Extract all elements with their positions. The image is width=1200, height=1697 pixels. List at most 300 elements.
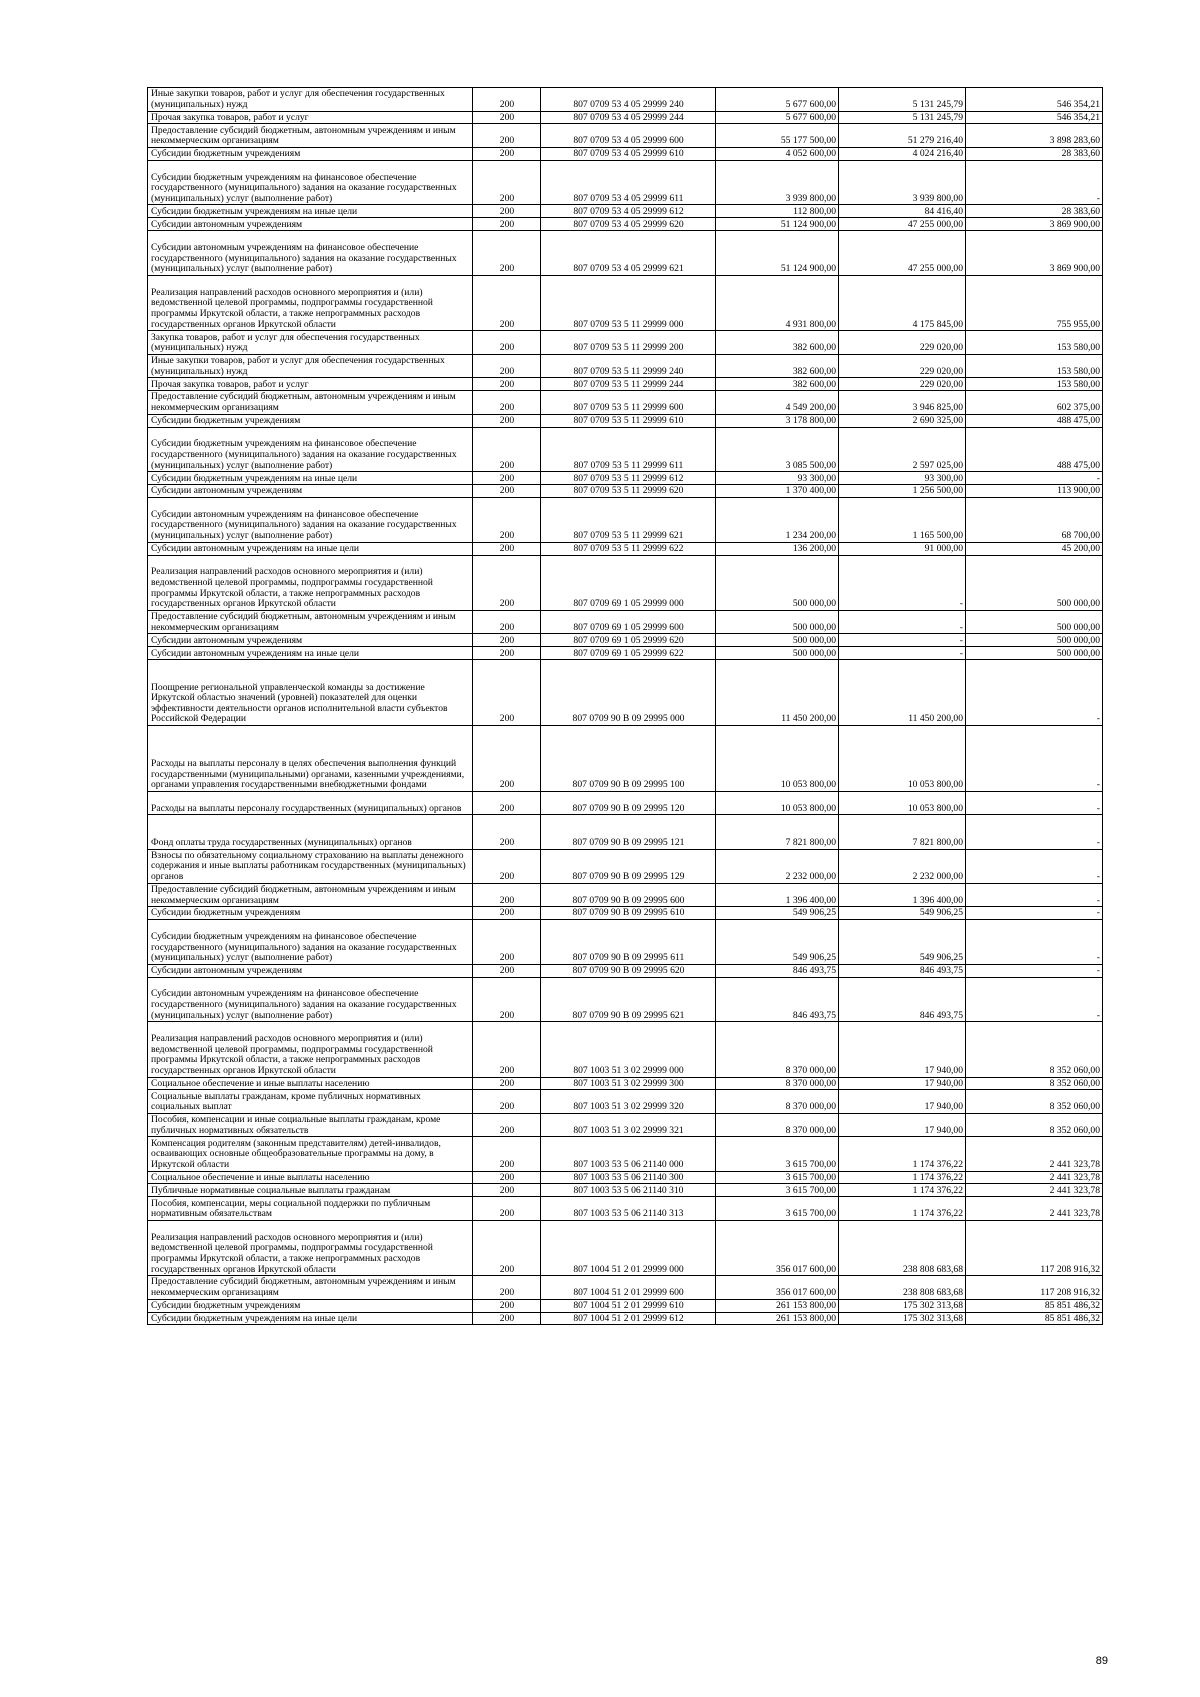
table-row (148, 160, 1103, 205)
row-line-code: 200 (473, 634, 541, 647)
row-unexecuted-amount: - (966, 815, 1103, 849)
row-approved-amount: 112 800,00 (716, 205, 839, 218)
row-approved-amount: 3 615 700,00 (716, 1171, 839, 1184)
row-approved-amount: 1 370 400,00 (716, 485, 839, 498)
row-classification-code: 807 1004 51 2 01 29999 600 (541, 1276, 716, 1300)
row-executed-amount: 5 131 245,79 (839, 88, 966, 112)
row-classification-code: 807 0709 53 5 11 29999 621 (541, 497, 716, 542)
row-line-code: 200 (473, 1299, 541, 1312)
row-classification-code: 807 0709 53 5 11 29999 611 (541, 427, 716, 472)
table-row (148, 815, 1103, 849)
row-unexecuted-amount: 2 441 323,78 (966, 1197, 1103, 1221)
row-name: Пособия, компенсации, меры социальной поддержки по публичным нормативным обязательствам (148, 1197, 473, 1221)
table-row (148, 205, 1103, 218)
row-classification-code: 807 0709 90 В 09 29995 129 (541, 849, 716, 883)
row-classification-code: 807 0709 90 В 09 29995 611 (541, 920, 716, 965)
row-line-code: 200 (473, 111, 541, 124)
row-executed-amount: 846 493,75 (839, 977, 966, 1022)
row-executed-amount: 2 597 025,00 (839, 427, 966, 472)
row-classification-code: 807 0709 69 1 05 29999 600 (541, 610, 716, 634)
table-row (148, 378, 1103, 391)
row-executed-amount: 17 940,00 (839, 1022, 966, 1077)
row-unexecuted-amount: 153 580,00 (966, 354, 1103, 378)
table-row (148, 427, 1103, 472)
row-line-code: 200 (473, 883, 541, 907)
table-row (148, 977, 1103, 1022)
row-line-code: 200 (473, 1220, 541, 1275)
row-line-code: 200 (473, 218, 541, 231)
row-classification-code: 807 1004 51 2 01 29999 000 (541, 1220, 716, 1275)
row-unexecuted-amount: 488 475,00 (966, 414, 1103, 427)
row-name: Закупка товаров, работ и услуг для обеспечения государственных (муниципальных) нужд (148, 331, 473, 355)
row-line-code: 200 (473, 1090, 541, 1114)
row-unexecuted-amount: 153 580,00 (966, 378, 1103, 391)
table-row (148, 726, 1103, 792)
row-approved-amount: 10 053 800,00 (716, 726, 839, 792)
row-approved-amount: 382 600,00 (716, 354, 839, 378)
row-line-code: 200 (473, 414, 541, 427)
row-unexecuted-amount: 488 475,00 (966, 427, 1103, 472)
row-approved-amount: 51 124 900,00 (716, 231, 839, 276)
row-name: Субсидии бюджетным учреждениям (148, 907, 473, 920)
row-approved-amount: 136 200,00 (716, 542, 839, 555)
row-name: Субсидии автономным учреждениям (148, 964, 473, 977)
row-classification-code: 807 0709 53 5 11 29999 240 (541, 354, 716, 378)
row-name: Прочая закупка товаров, работ и услуг (148, 378, 473, 391)
row-unexecuted-amount: - (966, 977, 1103, 1022)
row-unexecuted-amount: 500 000,00 (966, 610, 1103, 634)
row-unexecuted-amount: 500 000,00 (966, 634, 1103, 647)
table-row (148, 231, 1103, 276)
row-approved-amount: 500 000,00 (716, 610, 839, 634)
table-row (148, 1197, 1103, 1221)
row-name: Субсидии автономным учреждениям (148, 634, 473, 647)
row-executed-amount: 4 024 216,40 (839, 147, 966, 160)
row-classification-code: 807 0709 90 В 09 29995 610 (541, 907, 716, 920)
row-approved-amount: 4 052 600,00 (716, 147, 839, 160)
row-approved-amount: 3 615 700,00 (716, 1197, 839, 1221)
row-line-code: 200 (473, 920, 541, 965)
table-row (148, 634, 1103, 647)
table-body (148, 88, 1103, 1325)
table-row (148, 791, 1103, 815)
row-unexecuted-amount: - (966, 726, 1103, 792)
row-name: Реализация направлений расходов основного мероприятия и (или) ведомственной целевой программы, подпрограммы государственной программы Иркутской области, а также непрограммных расходов государственных органов Иркутской области (148, 1022, 473, 1077)
table-row (148, 1299, 1103, 1312)
row-name: Субсидии бюджетным учреждениям (148, 414, 473, 427)
row-executed-amount: 5 131 245,79 (839, 111, 966, 124)
row-approved-amount: 500 000,00 (716, 647, 839, 660)
row-classification-code: 807 1003 51 3 02 29999 321 (541, 1113, 716, 1137)
row-name: Субсидии автономным учреждениям на финансовое обеспечение государственного (муниципального) задания на оказание государственных (муниципальных) услуг (выполнение работ) (148, 231, 473, 276)
row-name: Расходы на выплаты персоналу в целях обеспечения выполнения функций государственными (муниципальными) органами, казенными учреждениями, органами управления государственными внебюджетными фондами (148, 726, 473, 792)
table-row (148, 1312, 1103, 1325)
table-row (148, 1022, 1103, 1077)
row-executed-amount: 1 174 376,22 (839, 1171, 966, 1184)
row-classification-code: 807 1003 53 5 06 21140 000 (541, 1137, 716, 1171)
row-executed-amount: 2 690 325,00 (839, 414, 966, 427)
row-executed-amount: 17 940,00 (839, 1077, 966, 1090)
row-name: Субсидии автономным учреждениям на финансовое обеспечение государственного (муниципального) задания на оказание государственных (муниципальных) услуг (выполнение работ) (148, 497, 473, 542)
row-line-code: 200 (473, 231, 541, 276)
row-executed-amount: 238 808 683,68 (839, 1276, 966, 1300)
row-unexecuted-amount: 602 375,00 (966, 391, 1103, 415)
row-unexecuted-amount: 500 000,00 (966, 555, 1103, 610)
table-row (148, 610, 1103, 634)
row-classification-code: 807 0709 53 5 11 29999 244 (541, 378, 716, 391)
row-name: Взносы по обязательному социальному страхованию на выплаты денежного содержания и иные выплаты работникам государственных (муниципальных) органов (148, 849, 473, 883)
row-executed-amount: 549 906,25 (839, 920, 966, 965)
row-name: Субсидии автономным учреждениям (148, 485, 473, 498)
table-row (148, 391, 1103, 415)
row-line-code: 200 (473, 205, 541, 218)
row-name: Субсидии бюджетным учреждениям на финансовое обеспечение государственного (муниципального) задания на оказание государственных (муниципальных) услуг (выполнение работ) (148, 920, 473, 965)
row-name: Прочая закупка товаров, работ и услуг (148, 111, 473, 124)
row-approved-amount: 11 450 200,00 (716, 660, 839, 726)
row-executed-amount: 10 053 800,00 (839, 791, 966, 815)
row-line-code: 200 (473, 497, 541, 542)
row-line-code: 200 (473, 147, 541, 160)
row-line-code: 200 (473, 1113, 541, 1137)
row-line-code: 200 (473, 275, 541, 330)
row-approved-amount: 4 549 200,00 (716, 391, 839, 415)
row-classification-code: 807 0709 53 4 05 29999 600 (541, 124, 716, 148)
row-unexecuted-amount: 755 955,00 (966, 275, 1103, 330)
row-approved-amount: 500 000,00 (716, 634, 839, 647)
row-executed-amount: 47 255 000,00 (839, 218, 966, 231)
row-executed-amount: 84 416,40 (839, 205, 966, 218)
row-line-code: 200 (473, 378, 541, 391)
row-classification-code: 807 0709 53 5 11 29999 620 (541, 485, 716, 498)
row-name: Иные закупки товаров, работ и услуг для обеспечения государственных (муниципальных) нужд (148, 88, 473, 112)
row-classification-code: 807 0709 53 4 05 29999 240 (541, 88, 716, 112)
row-line-code: 200 (473, 331, 541, 355)
row-name: Реализация направлений расходов основного мероприятия и (или) ведомственной целевой программы, подпрограммы государственной программы Иркутской области, а также непрограммных расходов государственных органов Иркутской области (148, 275, 473, 330)
row-executed-amount: 229 020,00 (839, 354, 966, 378)
row-approved-amount: 8 370 000,00 (716, 1090, 839, 1114)
row-line-code: 200 (473, 88, 541, 112)
row-unexecuted-amount: 28 383,60 (966, 205, 1103, 218)
row-name: Субсидии бюджетным учреждениям на иные цели (148, 205, 473, 218)
row-unexecuted-amount: 8 352 060,00 (966, 1077, 1103, 1090)
row-unexecuted-amount: 2 441 323,78 (966, 1137, 1103, 1171)
row-executed-amount: 17 940,00 (839, 1090, 966, 1114)
row-line-code: 200 (473, 726, 541, 792)
row-approved-amount: 4 931 800,00 (716, 275, 839, 330)
row-name: Предоставление субсидий бюджетным, автономным учреждениям и иным некоммерческим организациям (148, 883, 473, 907)
row-executed-amount: 3 939 800,00 (839, 160, 966, 205)
row-approved-amount: 549 906,25 (716, 920, 839, 965)
row-executed-amount: 10 053 800,00 (839, 726, 966, 792)
table-row (148, 485, 1103, 498)
table-row (148, 920, 1103, 965)
row-unexecuted-amount: 45 200,00 (966, 542, 1103, 555)
row-classification-code: 807 1003 53 5 06 21140 300 (541, 1171, 716, 1184)
row-approved-amount: 846 493,75 (716, 977, 839, 1022)
row-executed-amount: 1 396 400,00 (839, 883, 966, 907)
row-approved-amount: 1 234 200,00 (716, 497, 839, 542)
row-classification-code: 807 1003 51 3 02 29999 320 (541, 1090, 716, 1114)
row-classification-code: 807 0709 53 5 11 29999 622 (541, 542, 716, 555)
row-unexecuted-amount: 546 354,21 (966, 111, 1103, 124)
table-row (148, 218, 1103, 231)
row-executed-amount: 91 000,00 (839, 542, 966, 555)
row-unexecuted-amount: 28 383,60 (966, 147, 1103, 160)
row-name: Реализация направлений расходов основного мероприятия и (или) ведомственной целевой программы, подпрограммы государственной программы Иркутской области, а также непрограммных расходов государственных органов Иркутской области (148, 1220, 473, 1275)
row-approved-amount: 51 124 900,00 (716, 218, 839, 231)
row-unexecuted-amount: 117 208 916,32 (966, 1276, 1103, 1300)
row-executed-amount: 1 174 376,22 (839, 1184, 966, 1197)
row-classification-code: 807 0709 53 4 05 29999 621 (541, 231, 716, 276)
row-name: Фонд оплаты труда государственных (муниципальных) органов (148, 815, 473, 849)
row-approved-amount: 5 677 600,00 (716, 88, 839, 112)
row-line-code: 200 (473, 849, 541, 883)
row-classification-code: 807 0709 90 В 09 29995 100 (541, 726, 716, 792)
row-classification-code: 807 0709 53 5 11 29999 200 (541, 331, 716, 355)
row-name: Пособия, компенсации и иные социальные выплаты гражданам, кроме публичных нормативных обязательств (148, 1113, 473, 1137)
row-executed-amount: 229 020,00 (839, 378, 966, 391)
row-unexecuted-amount: 8 352 060,00 (966, 1090, 1103, 1114)
row-executed-amount: 1 256 500,00 (839, 485, 966, 498)
row-line-code: 200 (473, 391, 541, 415)
row-name: Предоставление субсидий бюджетным, автономным учреждениям и иным некоммерческим организациям (148, 391, 473, 415)
row-line-code: 200 (473, 485, 541, 498)
row-name: Субсидии бюджетным учреждениям на иные цели (148, 472, 473, 485)
row-name: Компенсация родителям (законным представителям) детей-инвалидов, осваивающих основные общеобразовательные программы на дому, в Иркутской области (148, 1137, 473, 1171)
table-row (148, 331, 1103, 355)
row-line-code: 200 (473, 610, 541, 634)
row-unexecuted-amount: 153 580,00 (966, 331, 1103, 355)
table-row (148, 1184, 1103, 1197)
row-unexecuted-amount: 3 898 283,60 (966, 124, 1103, 148)
row-line-code: 200 (473, 1197, 541, 1221)
row-approved-amount: 3 178 800,00 (716, 414, 839, 427)
table-row (148, 542, 1103, 555)
budget-report-sheet (147, 87, 1102, 1325)
row-executed-amount: 175 302 313,68 (839, 1299, 966, 1312)
budget-execution-table (147, 87, 1103, 1325)
row-executed-amount: - (839, 647, 966, 660)
row-line-code: 200 (473, 977, 541, 1022)
row-classification-code: 807 0709 53 4 05 29999 612 (541, 205, 716, 218)
row-classification-code: 807 1003 53 5 06 21140 310 (541, 1184, 716, 1197)
row-unexecuted-amount: - (966, 472, 1103, 485)
table-row (148, 1220, 1103, 1275)
row-name: Субсидии автономным учреждениям (148, 218, 473, 231)
row-line-code: 200 (473, 354, 541, 378)
row-name: Публичные нормативные социальные выплаты гражданам (148, 1184, 473, 1197)
row-classification-code: 807 1003 51 3 02 29999 300 (541, 1077, 716, 1090)
row-classification-code: 807 1003 53 5 06 21140 313 (541, 1197, 716, 1221)
table-row (148, 555, 1103, 610)
row-line-code: 200 (473, 555, 541, 610)
row-name: Предоставление субсидий бюджетным, автономным учреждениям и иным некоммерческим организациям (148, 124, 473, 148)
row-executed-amount: - (839, 610, 966, 634)
row-approved-amount: 261 153 800,00 (716, 1299, 839, 1312)
row-line-code: 200 (473, 647, 541, 660)
row-name: Субсидии бюджетным учреждениям на финансовое обеспечение государственного (муниципального) задания на оказание государственных (муниципальных) услуг (выполнение работ) (148, 160, 473, 205)
row-unexecuted-amount: 117 208 916,32 (966, 1220, 1103, 1275)
row-classification-code: 807 0709 53 5 11 29999 600 (541, 391, 716, 415)
row-approved-amount: 1 396 400,00 (716, 883, 839, 907)
row-line-code: 200 (473, 472, 541, 485)
row-executed-amount: 17 940,00 (839, 1113, 966, 1137)
row-approved-amount: 500 000,00 (716, 555, 839, 610)
table-row (148, 907, 1103, 920)
row-unexecuted-amount: 3 869 900,00 (966, 218, 1103, 231)
row-name: Субсидии бюджетным учреждениям на финансовое обеспечение государственного (муниципального) задания на оказание государственных (муниципальных) услуг (выполнение работ) (148, 427, 473, 472)
row-unexecuted-amount: - (966, 964, 1103, 977)
row-unexecuted-amount: - (966, 791, 1103, 815)
row-approved-amount: 3 085 500,00 (716, 427, 839, 472)
row-approved-amount: 3 615 700,00 (716, 1137, 839, 1171)
row-name: Субсидии бюджетным учреждениям (148, 147, 473, 160)
row-unexecuted-amount: - (966, 160, 1103, 205)
row-unexecuted-amount: 2 441 323,78 (966, 1184, 1103, 1197)
row-executed-amount: 11 450 200,00 (839, 660, 966, 726)
row-name: Социальное обеспечение и иные выплаты населению (148, 1171, 473, 1184)
row-unexecuted-amount: 8 352 060,00 (966, 1022, 1103, 1077)
row-unexecuted-amount: 3 869 900,00 (966, 231, 1103, 276)
table-row (148, 647, 1103, 660)
row-classification-code: 807 0709 53 4 05 29999 611 (541, 160, 716, 205)
row-executed-amount: 2 232 000,00 (839, 849, 966, 883)
row-executed-amount: 47 255 000,00 (839, 231, 966, 276)
row-approved-amount: 356 017 600,00 (716, 1276, 839, 1300)
row-line-code: 200 (473, 660, 541, 726)
row-executed-amount: - (839, 634, 966, 647)
table-row (148, 111, 1103, 124)
row-name: Иные закупки товаров, работ и услуг для обеспечения государственных (муниципальных) нужд (148, 354, 473, 378)
row-name: Социальное обеспечение и иные выплаты населению (148, 1077, 473, 1090)
row-unexecuted-amount: 500 000,00 (966, 647, 1103, 660)
row-line-code: 200 (473, 1077, 541, 1090)
row-line-code: 200 (473, 815, 541, 849)
row-name: Расходы на выплаты персоналу государственных (муниципальных) органов (148, 791, 473, 815)
row-name: Поощрение региональной управленческой команды за достижение Иркутской областью значений (уровней) показателей для оценки эффективности деятельности органов исполнительной власти субъектов Российской Федерации (148, 660, 473, 726)
row-classification-code: 807 0709 90 В 09 29995 121 (541, 815, 716, 849)
row-unexecuted-amount: 546 354,21 (966, 88, 1103, 112)
row-name: Социальные выплаты гражданам, кроме публичных нормативных социальных выплат (148, 1090, 473, 1114)
row-name: Субсидии автономным учреждениям на иные цели (148, 542, 473, 555)
row-executed-amount: 238 808 683,68 (839, 1220, 966, 1275)
row-executed-amount: 549 906,25 (839, 907, 966, 920)
row-unexecuted-amount: 8 352 060,00 (966, 1113, 1103, 1137)
row-name: Предоставление субсидий бюджетным, автономным учреждениям и иным некоммерческим организациям (148, 610, 473, 634)
table-row (148, 1276, 1103, 1300)
row-unexecuted-amount: 2 441 323,78 (966, 1171, 1103, 1184)
row-approved-amount: 8 370 000,00 (716, 1077, 839, 1090)
row-name: Субсидии автономным учреждениям на иные цели (148, 647, 473, 660)
row-executed-amount: 3 946 825,00 (839, 391, 966, 415)
table-row (148, 354, 1103, 378)
row-line-code: 200 (473, 1171, 541, 1184)
table-row (148, 883, 1103, 907)
row-line-code: 200 (473, 1022, 541, 1077)
row-classification-code: 807 0709 69 1 05 29999 000 (541, 555, 716, 610)
table-row (148, 1077, 1103, 1090)
table-row (148, 497, 1103, 542)
row-classification-code: 807 1004 51 2 01 29999 610 (541, 1299, 716, 1312)
row-line-code: 200 (473, 427, 541, 472)
row-unexecuted-amount: 68 700,00 (966, 497, 1103, 542)
row-classification-code: 807 0709 90 В 09 29995 600 (541, 883, 716, 907)
table-row (148, 1090, 1103, 1114)
row-approved-amount: 261 153 800,00 (716, 1312, 839, 1325)
table-row (148, 414, 1103, 427)
row-classification-code: 807 0709 90 В 09 29995 621 (541, 977, 716, 1022)
row-approved-amount: 55 177 500,00 (716, 124, 839, 148)
row-approved-amount: 10 053 800,00 (716, 791, 839, 815)
row-classification-code: 807 1004 51 2 01 29999 612 (541, 1312, 716, 1325)
row-name: Предоставление субсидий бюджетным, автономным учреждениям и иным некоммерческим организациям (148, 1276, 473, 1300)
table-row (148, 964, 1103, 977)
row-classification-code: 807 0709 69 1 05 29999 622 (541, 647, 716, 660)
row-unexecuted-amount: - (966, 920, 1103, 965)
table-row (148, 88, 1103, 112)
row-classification-code: 807 0709 53 4 05 29999 620 (541, 218, 716, 231)
row-executed-amount: 1 174 376,22 (839, 1197, 966, 1221)
row-executed-amount: 846 493,75 (839, 964, 966, 977)
row-approved-amount: 3 939 800,00 (716, 160, 839, 205)
row-line-code: 200 (473, 1276, 541, 1300)
row-line-code: 200 (473, 542, 541, 555)
table-row (148, 849, 1103, 883)
row-name: Субсидии бюджетным учреждениям на иные цели (148, 1312, 473, 1325)
row-unexecuted-amount: 113 900,00 (966, 485, 1103, 498)
row-approved-amount: 8 370 000,00 (716, 1022, 839, 1077)
row-approved-amount: 93 300,00 (716, 472, 839, 485)
row-line-code: 200 (473, 964, 541, 977)
row-classification-code: 807 0709 53 4 05 29999 610 (541, 147, 716, 160)
row-name: Субсидии автономным учреждениям на финансовое обеспечение государственного (муниципального) задания на оказание государственных (муниципальных) услуг (выполнение работ) (148, 977, 473, 1022)
row-approved-amount: 5 677 600,00 (716, 111, 839, 124)
table-row (148, 124, 1103, 148)
row-line-code: 200 (473, 160, 541, 205)
table-row (148, 1137, 1103, 1171)
row-executed-amount: 175 302 313,68 (839, 1312, 966, 1325)
row-unexecuted-amount: 85 851 486,32 (966, 1312, 1103, 1325)
row-executed-amount: 229 020,00 (839, 331, 966, 355)
row-approved-amount: 2 232 000,00 (716, 849, 839, 883)
row-executed-amount: 51 279 216,40 (839, 124, 966, 148)
row-classification-code: 807 0709 53 5 11 29999 000 (541, 275, 716, 330)
row-classification-code: 807 0709 90 В 09 29995 120 (541, 791, 716, 815)
row-classification-code: 807 1003 51 3 02 29999 000 (541, 1022, 716, 1077)
row-approved-amount: 3 615 700,00 (716, 1184, 839, 1197)
row-unexecuted-amount: 85 851 486,32 (966, 1299, 1103, 1312)
row-line-code: 200 (473, 124, 541, 148)
row-executed-amount: 4 175 845,00 (839, 275, 966, 330)
row-executed-amount: 7 821 800,00 (839, 815, 966, 849)
row-unexecuted-amount: - (966, 907, 1103, 920)
row-classification-code: 807 0709 53 5 11 29999 612 (541, 472, 716, 485)
row-approved-amount: 382 600,00 (716, 378, 839, 391)
row-line-code: 200 (473, 907, 541, 920)
table-row (148, 1171, 1103, 1184)
row-executed-amount: 1 165 500,00 (839, 497, 966, 542)
row-approved-amount: 382 600,00 (716, 331, 839, 355)
table-row (148, 660, 1103, 726)
row-approved-amount: 846 493,75 (716, 964, 839, 977)
row-classification-code: 807 0709 53 4 05 29999 244 (541, 111, 716, 124)
row-approved-amount: 549 906,25 (716, 907, 839, 920)
table-row (148, 275, 1103, 330)
row-unexecuted-amount: - (966, 660, 1103, 726)
table-row (148, 147, 1103, 160)
row-name: Реализация направлений расходов основного мероприятия и (или) ведомственной целевой программы, подпрограммы государственной программы Иркутской области, а также непрограммных расходов государственных органов Иркутской области (148, 555, 473, 610)
table-row (148, 1113, 1103, 1137)
